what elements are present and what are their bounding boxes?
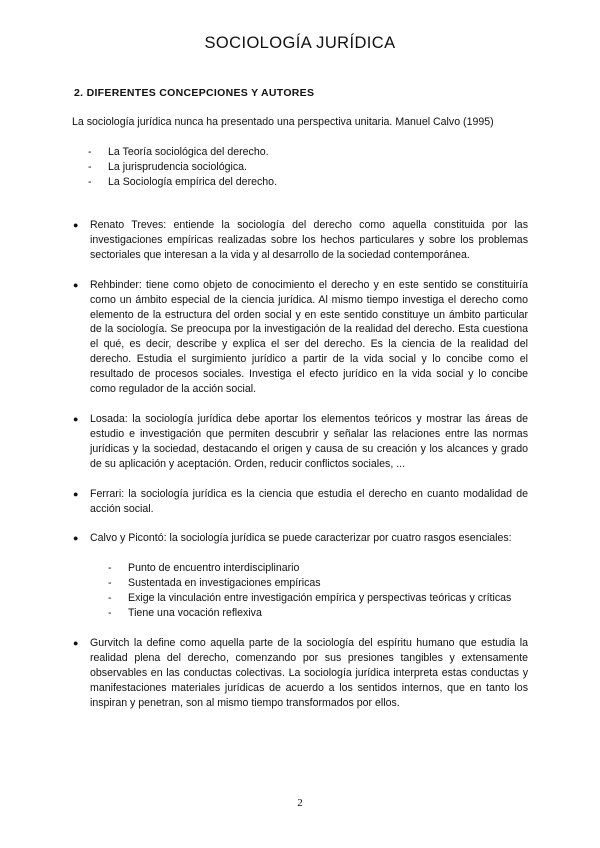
author-rehbinder [90,278,528,397]
list-item: - Sustentada en investigaciones empíricas [128,576,528,591]
bullet-text: Rehbinder: tiene como objeto de conocimiento el derecho y en este sentido se constituiría como un ámbito especial de la ciencia jurídica. Al mismo tiempo investiga el derecho como elemento de la estructura del orden social y en este sentido constituye un ámbito particular de la sociología. Se preocupa por la investigación de la realidad del derecho. Esta cuestiona el qué, es decir, describe y explica el ser del derecho. Es la ciencia de la realidad del derecho. Estudia el surgimiento jurídico a partir de la vida social y lo concibe como el resultado de procesos sociales. Investiga el efecto jurídico en la vida social y lo concibe como regulador de la acción social. [90,278,528,396]
author-gurvitch [90,636,528,711]
page-title: SOCIOLOGÍA JURÍDICA [204,34,396,52]
bullet-text: Gurvitch la define como aquella parte de la sociología del espíritu humano que estudia la realidad plena del derecho, comenzando por sus presiones tangibles y extensamente observables en las conductas colectivas. La sociología jurídica interpreta estas conductas y manifestaciones materiales jurídicas de acuerdo a los sentidos internos, que en tanto los inspiran y penetran, son al mismo tiempo transformados por ellos. [90,637,528,709]
list-item: - La Sociología empírica del derecho. [108,175,528,190]
section-heading: 2. DIFERENTES CONCEPCIONES Y AUTORES [74,87,315,99]
bullet-text: Calvo y Picontó: la sociología jurídica se puede caracterizar por cuatro rasgos esenciales: [90,532,512,545]
author-ferrari [90,487,528,517]
list-item: - La Teoría sociológica del derecho. [108,145,528,160]
traits-list [128,561,528,621]
authors-list [90,218,528,726]
bullet-text: Renato Treves: entiende la sociología del derecho como aquella constituida por las investigaciones empíricas realizadas sobre los hechos particulares y sobre los problemas sectoriales que interesan a la vida y al desarrollo de la sociedad contemporánea. [90,219,528,261]
author-calvo-piconto [90,531,528,621]
list-item: - Exige la vinculación entre investigación empírica y perspectivas teóricas y críticas [128,591,528,606]
list-item: - Punto de encuentro interdisciplinario [128,561,528,576]
author-losada [90,412,528,472]
bullet-text: Losada: la sociología jurídica debe aportar los elementos teóricos y mostrar las áreas de estudio e investigación que permiten descubrir y señalar las relaciones entre las normas jurídicas y la sociedad, destacando el origen y causa de su creación y los alcances y grado de su aplicación y aceptación. Orden, reducir conflictos sociales, ... [90,412,528,470]
page-number: 2 [297,797,303,809]
conceptions-list [108,145,528,190]
intro-paragraph: La sociología jurídica nunca ha presentado una perspectiva unitaria. Manuel Calvo (1995) [72,116,494,128]
list-item: - Tiene una vocación reflexiva [128,606,528,621]
author-treves [90,218,528,263]
list-item: - La jurisprudencia sociológica. [108,160,528,175]
bullet-text: Ferrari: la sociología jurídica es la ciencia que estudia el derecho en cuanto modalidad de acción social. [90,487,528,515]
